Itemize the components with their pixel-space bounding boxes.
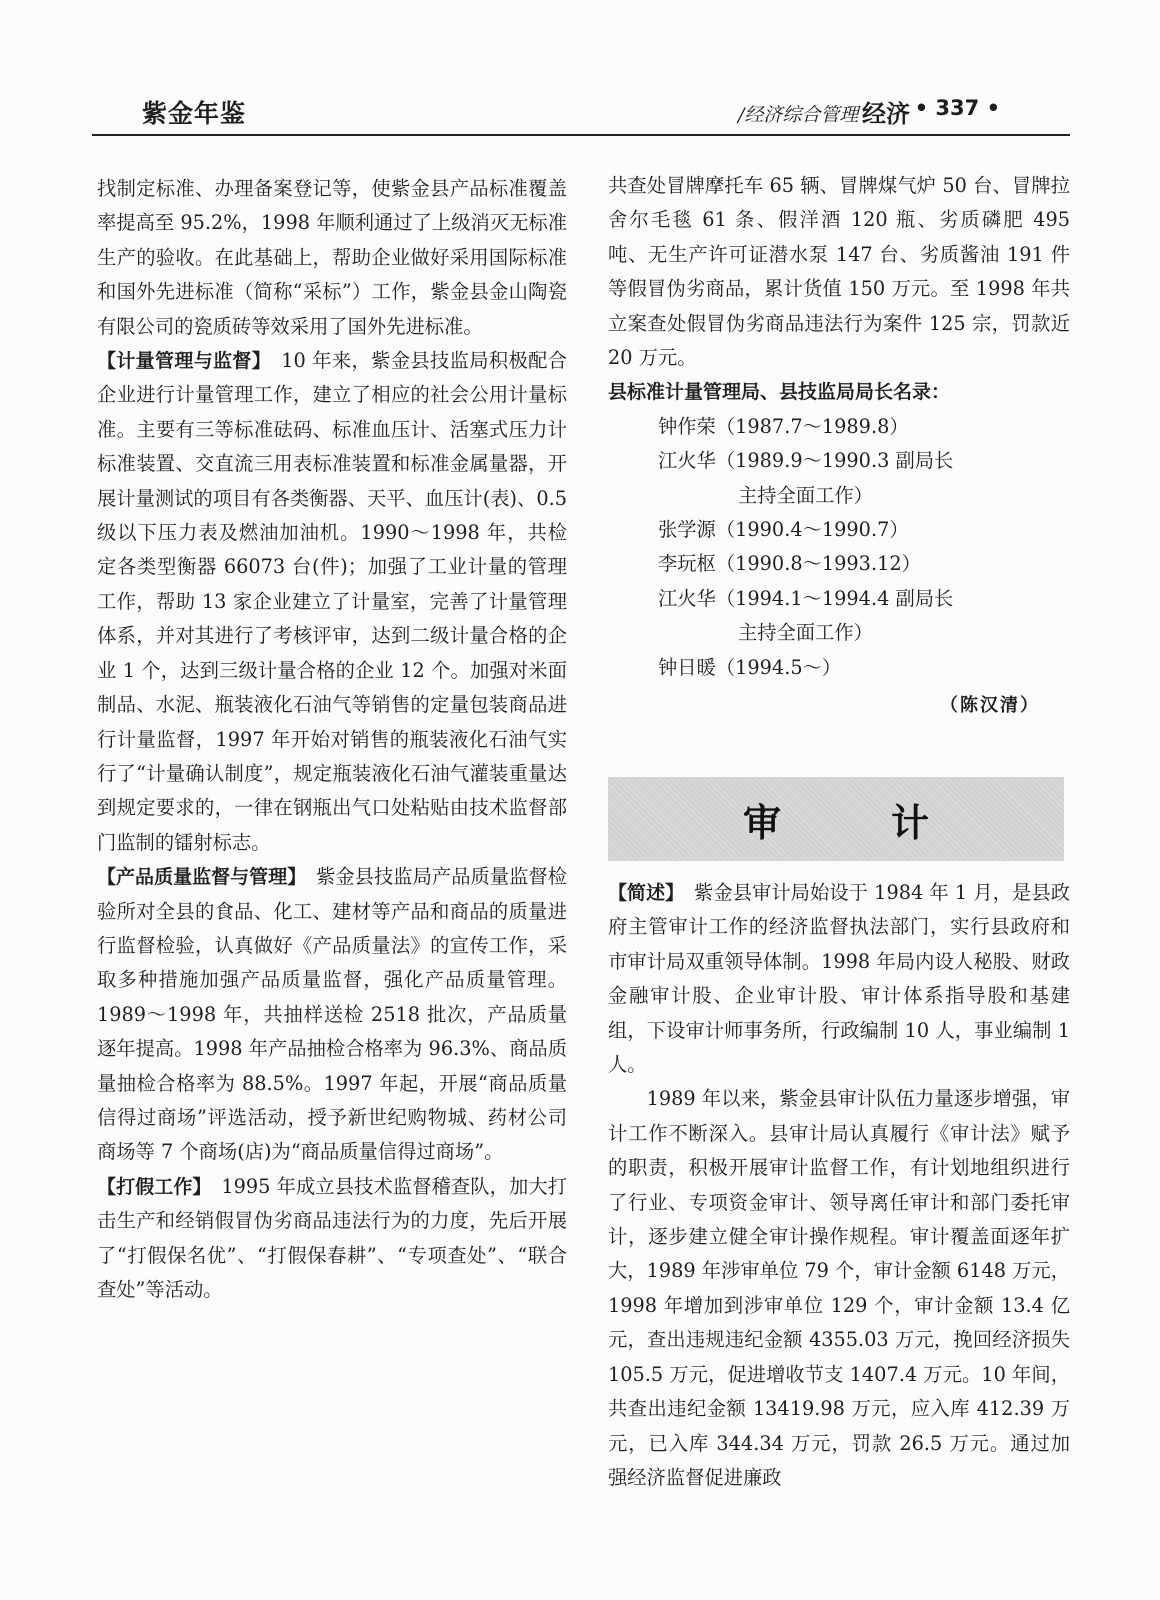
paragraph-text: 10 年来，紫金县技监局积极配合企业进行计量管理工作，建立了相应的社会公用计量标准。主要有三等标准砝码、标准血压计、活塞式压力计标准装置、交直流三用表标准装置和标准金属量器，开展计量测试的项目有各类衡器、天平、血压计(表)、0.5 级以下压力表及燃油加油机。1990～1998 年，共检定各类型衡器 66073 台(件)；加强了工业计量的管理工作，帮助 13 家企业建立了计量室，完善了计量管理体系，并对其进行了考核评审，达到二级计量合格的企业 1 个，达到三级计量合格的企业 12 个。加强对米面制品、水泥、瓶装液化石油气等销售的定量包装商品进行计量监督，1997 年开始对销售的瓶装液化石油气实行了“计量确认制度”，规定瓶装液化石油气灌装重量达到规定要求的，一律在钢瓶出气口处粘贴由技术监督部门监制的镭射标志。 (97, 349, 567, 854)
roster-item: 江火华（1989.9～1990.3 副局长 主持全面工作） (658, 449, 954, 507)
roster-item: 李玩枢（1990.8～1993.12） (658, 552, 921, 576)
paragraph (97, 860, 567, 1170)
author-credit: （陈汉清） (940, 695, 1040, 717)
paragraph-text: 紫金县审计局始设于 1984 年 1 月，是县政府主管审计工作的经济监督执法部门，实行县政府和市审计局双重领导体制。1998 年局内设人秘股、财政金融审计股、企业审计股、审计体系指导股和基建组，下设审计师事务所，行政编制 10 人，事业编制 1 人。 (608, 881, 1070, 1077)
section-heading: 【打假工作】 (97, 1175, 202, 1198)
paragraph-text: 紫金县技监局产品质量监督检验所对全县的食品、化工、建材等产品和商品的质量进行监督检验，认真做好《产品质量法》的宣传工作，采取多种措施加强产品质量监督，强化产品质量管理。1989～1998 年，共抽样送检 2518 批次，产品质量逐年提高。1998 年产品抽检合格率为 96.3%、商品质量抽检合格率为 88.5%。1997 年起，开展“商品质量信得过商场”评选活动，授予新世纪购物城、药材公司商场等 7 个商场(店)为“商品质量信得过商场”。 (97, 865, 567, 1164)
roster-item: 张学源（1990.4～1990.7） (658, 518, 909, 542)
left-column (97, 172, 567, 1307)
right-column-bottom (608, 876, 1070, 1495)
director-roster (608, 410, 1070, 685)
subsection-title: /经济综合管理 (738, 104, 859, 126)
paragraph (608, 876, 1070, 1082)
paragraph: 1989 年以来，紫金县审计队伍力量逐步增强，审计工作不断深入。县审计局认真履行《审计法》赋予的职责，积极开展审计监督工作，有计划地组织进行了行业、专项资金审计、领导离任审计和部门委托审计，逐步建立健全审计操作规程。审计覆盖面逐年扩大，1989 年涉审单位 79 个，审计金额 6148 万元，1998 年增加到涉审单位 129 个，审计金额 13.4 亿元，查出违规违纪金额 4355.03 万元，挽回经济损失 105.5 万元，促进增收节支 1407.4 万元。10 年间，共查出违纪金额 13419.98 万元，应入库 412.39 万元，已入库 344.34 万元，罚款 26.5 万元。通过加强经济监督促进廉政 (608, 1087, 1070, 1489)
section-heading: 【计量管理与监督】 (97, 350, 262, 373)
section-heading: 【简述】 (608, 882, 675, 904)
book-title: 紫金年鉴 (142, 99, 247, 128)
paragraph (97, 1170, 567, 1308)
roster-title: 县标准计量管理局、县技监局局长名录： (608, 381, 951, 404)
section-heading: 【产品质量监督与管理】 (97, 866, 297, 889)
paragraph-text: 1995 年成立县技术监督稽查队，加大打击生产和经销假冒伪劣商品违法行为的力度，先后开展了“打假保名优”、“打假保春耕”、“专项查处”、“联合查处”等活动。 (97, 1174, 567, 1301)
section-title: 经济 (862, 100, 910, 128)
paragraph: 找制定标准、办理备案登记等，使紫金县产品标准覆盖率提高至 95.2%，1998 年顺利通过了上级消灭无标准生产的验收。在此基础上，帮助企业做好采用国际标准和国外先进标准（简称“采标”）工作，紫金县金山陶瓷有限公司的瓷质砖等效采用了国外先进标准。 (97, 177, 567, 338)
roster-item: 钟日暖（1994.5～） (658, 655, 842, 679)
page-number: • 337 • (914, 96, 1000, 120)
paragraph (97, 344, 567, 860)
roster-item: 江火华（1994.1～1994.4 副局长 主持全面工作） (658, 586, 954, 645)
right-column-top (608, 169, 1070, 724)
roster-item: 钟作荣（1987.7～1989.8） (658, 414, 909, 438)
paragraph: 共查处冒牌摩托车 65 辆、冒牌煤气炉 50 台、冒牌拉舍尔毛毯 61 条、假洋酒 120 瓶、劣质磷肥 495 吨、无生产许可证潜水泵 147 台、劣质酱油 191 件等假冒伪劣商品，累计货值 150 万元。至 1998 年共立案查处假冒伪劣商品违法行为案件 125 宗，罚款近 20 万元。 (608, 174, 1070, 370)
chapter-title: 审计 (742, 800, 1039, 845)
chapter-banner (608, 777, 1064, 861)
